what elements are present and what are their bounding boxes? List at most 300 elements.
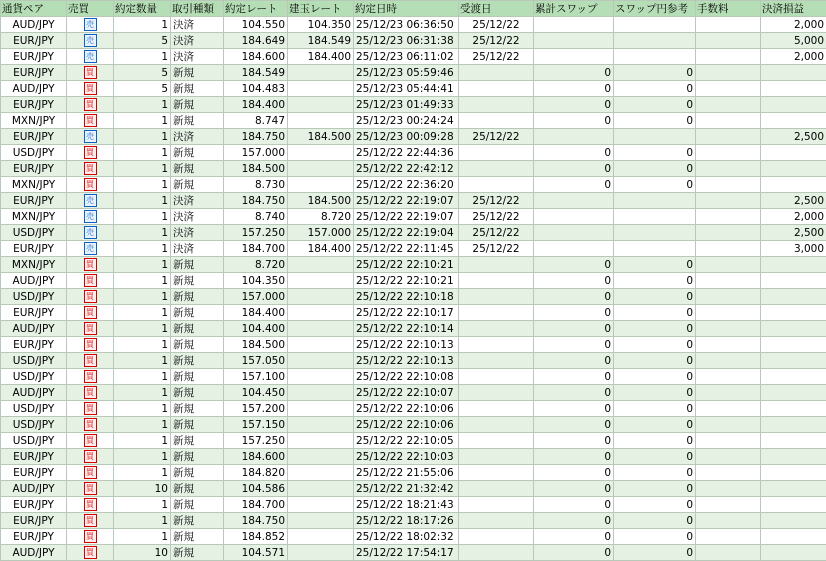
cell-exec-datetime: 25/12/23 05:44:41: [354, 81, 459, 97]
cell-currency-pair: EUR/JPY: [1, 97, 67, 113]
cell-trade-type: 新規: [171, 97, 224, 113]
cell-currency-pair: EUR/JPY: [1, 65, 67, 81]
cell-cumulative-swap: [534, 193, 614, 209]
cell-exec-datetime: 25/12/22 22:19:07: [354, 193, 459, 209]
cell-fee: [696, 257, 761, 273]
cell-trade-type: 新規: [171, 145, 224, 161]
cell-position-rate: 184.400: [288, 49, 354, 65]
table-row[interactable]: [1, 273, 826, 289]
cell-quantity: 1: [114, 209, 171, 225]
cell-exec-datetime: 25/12/22 22:36:20: [354, 177, 459, 193]
cell-settlement-date: [459, 353, 534, 369]
table-row[interactable]: [1, 481, 826, 497]
cell-position-rate: [288, 417, 354, 433]
cell-trade-type: 新規: [171, 113, 224, 129]
table-row[interactable]: [1, 321, 826, 337]
cell-fee: [696, 481, 761, 497]
cell-quantity: 1: [114, 145, 171, 161]
cell-exec-rate: 157.200: [224, 401, 288, 417]
cell-cumulative-swap: [534, 33, 614, 49]
cell-side: [67, 353, 114, 369]
buy-badge: 買: [84, 274, 97, 287]
cell-fee: [696, 81, 761, 97]
cell-trade-type: 新規: [171, 545, 224, 561]
cell-exec-datetime: 25/12/23 00:09:28: [354, 129, 459, 145]
cell-fee: [696, 161, 761, 177]
cell-currency-pair: AUD/JPY: [1, 545, 67, 561]
cell-settlement-date: [459, 481, 534, 497]
cell-trade-type: 新規: [171, 513, 224, 529]
buy-badge: 買: [84, 514, 97, 527]
cell-position-rate: [288, 545, 354, 561]
cell-settlement-date: [459, 177, 534, 193]
cell-exec-rate: 104.450: [224, 385, 288, 401]
cell-exec-datetime: 25/12/22 22:10:13: [354, 337, 459, 353]
cell-quantity: 1: [114, 305, 171, 321]
cell-position-rate: [288, 529, 354, 545]
cell-position-rate: 184.549: [288, 33, 354, 49]
cell-position-rate: 184.400: [288, 241, 354, 257]
cell-side: [67, 529, 114, 545]
cell-position-rate: [288, 97, 354, 113]
buy-badge: 買: [84, 466, 97, 479]
cell-quantity: 1: [114, 433, 171, 449]
cell-currency-pair: AUD/JPY: [1, 273, 67, 289]
cell-cumulative-swap: 0: [534, 177, 614, 193]
cell-settlement-pl: 3,000: [761, 241, 826, 257]
table-row[interactable]: [1, 81, 826, 97]
cell-cumulative-swap: [534, 49, 614, 65]
cell-fee: [696, 241, 761, 257]
table-row[interactable]: [1, 545, 826, 561]
cell-exec-datetime: 25/12/22 22:10:07: [354, 385, 459, 401]
table-row[interactable]: [1, 241, 826, 257]
cell-side: [67, 321, 114, 337]
cell-settlement-pl: 2,000: [761, 17, 826, 33]
cell-exec-rate: 157.000: [224, 145, 288, 161]
cell-quantity: 1: [114, 321, 171, 337]
cell-quantity: 1: [114, 449, 171, 465]
table-row[interactable]: [1, 449, 826, 465]
sell-badge: 売: [84, 18, 97, 31]
cell-fee: [696, 225, 761, 241]
cell-currency-pair: MXN/JPY: [1, 257, 67, 273]
cell-currency-pair: AUD/JPY: [1, 81, 67, 97]
cell-fee: [696, 65, 761, 81]
cell-exec-datetime: 25/12/22 22:10:05: [354, 433, 459, 449]
cell-exec-rate: 184.500: [224, 161, 288, 177]
cell-side: [67, 513, 114, 529]
cell-exec-datetime: 25/12/22 22:19:04: [354, 225, 459, 241]
table-row[interactable]: [1, 145, 826, 161]
cell-position-rate: 184.500: [288, 129, 354, 145]
cell-quantity: 1: [114, 257, 171, 273]
header-position-rate[interactable]: 建玉レート: [288, 1, 354, 17]
cell-side: [67, 97, 114, 113]
cell-swap-yen-ref: [614, 209, 696, 225]
table-row[interactable]: [1, 529, 826, 545]
buy-badge: 買: [84, 418, 97, 431]
cell-side: [67, 129, 114, 145]
cell-settlement-date: 25/12/22: [459, 17, 534, 33]
header-cumulative-swap[interactable]: 累計スワップ: [534, 1, 614, 17]
table-row[interactable]: [1, 465, 826, 481]
cell-swap-yen-ref: 0: [614, 465, 696, 481]
table-row[interactable]: [1, 161, 826, 177]
cell-trade-type: 新規: [171, 177, 224, 193]
cell-cumulative-swap: 0: [534, 337, 614, 353]
cell-swap-yen-ref: [614, 193, 696, 209]
cell-swap-yen-ref: 0: [614, 145, 696, 161]
table-row[interactable]: [1, 369, 826, 385]
table-row[interactable]: [1, 193, 826, 209]
cell-fee: [696, 449, 761, 465]
table-row[interactable]: [1, 17, 826, 33]
buy-badge: 買: [84, 146, 97, 159]
cell-side: [67, 33, 114, 49]
header-currency-pair[interactable]: 通貨ペア: [1, 1, 67, 17]
cell-settlement-date: 25/12/22: [459, 193, 534, 209]
cell-quantity: 5: [114, 81, 171, 97]
header-settlement-pl[interactable]: 決済損益: [761, 1, 826, 17]
cell-position-rate: [288, 385, 354, 401]
cell-side: [67, 145, 114, 161]
cell-exec-datetime: 25/12/23 01:49:33: [354, 97, 459, 113]
cell-trade-type: 決済: [171, 241, 224, 257]
cell-side: [67, 65, 114, 81]
cell-side: [67, 305, 114, 321]
cell-currency-pair: MXN/JPY: [1, 209, 67, 225]
cell-side: [67, 17, 114, 33]
cell-quantity: 1: [114, 241, 171, 257]
cell-cumulative-swap: 0: [534, 321, 614, 337]
cell-exec-rate: 184.750: [224, 193, 288, 209]
cell-exec-datetime: 25/12/22 22:10:06: [354, 417, 459, 433]
sell-badge: 売: [84, 242, 97, 255]
cell-swap-yen-ref: 0: [614, 513, 696, 529]
cell-fee: [696, 17, 761, 33]
cell-side: [67, 401, 114, 417]
cell-side: [67, 497, 114, 513]
table-row[interactable]: [1, 65, 826, 81]
cell-exec-rate: 104.400: [224, 321, 288, 337]
cell-swap-yen-ref: 0: [614, 273, 696, 289]
cell-settlement-pl: [761, 481, 826, 497]
table-row[interactable]: [1, 129, 826, 145]
header-exec-rate[interactable]: 約定レート: [224, 1, 288, 17]
table-row[interactable]: [1, 33, 826, 49]
table-row[interactable]: [1, 257, 826, 273]
cell-exec-rate: 157.000: [224, 289, 288, 305]
cell-swap-yen-ref: [614, 33, 696, 49]
cell-side: [67, 161, 114, 177]
cell-exec-rate: 104.586: [224, 481, 288, 497]
cell-currency-pair: USD/JPY: [1, 145, 67, 161]
cell-quantity: 1: [114, 385, 171, 401]
cell-swap-yen-ref: 0: [614, 497, 696, 513]
cell-exec-datetime: 25/12/22 18:02:32: [354, 529, 459, 545]
table-row[interactable]: [1, 401, 826, 417]
table-row[interactable]: [1, 97, 826, 113]
cell-position-rate: [288, 513, 354, 529]
cell-settlement-date: [459, 433, 534, 449]
cell-settlement-pl: [761, 545, 826, 561]
cell-quantity: 1: [114, 161, 171, 177]
table-row[interactable]: [1, 305, 826, 321]
cell-exec-rate: 157.250: [224, 225, 288, 241]
buy-badge: 買: [84, 162, 97, 175]
cell-quantity: 1: [114, 337, 171, 353]
cell-currency-pair: MXN/JPY: [1, 113, 67, 129]
cell-side: [67, 465, 114, 481]
cell-currency-pair: USD/JPY: [1, 401, 67, 417]
cell-currency-pair: EUR/JPY: [1, 305, 67, 321]
cell-currency-pair: AUD/JPY: [1, 17, 67, 33]
sell-badge: 売: [84, 130, 97, 143]
cell-side: [67, 289, 114, 305]
cell-cumulative-swap: [534, 225, 614, 241]
cell-settlement-pl: [761, 401, 826, 417]
cell-settlement-date: 25/12/22: [459, 129, 534, 145]
cell-currency-pair: AUD/JPY: [1, 321, 67, 337]
cell-fee: [696, 417, 761, 433]
cell-trade-type: 新規: [171, 497, 224, 513]
cell-cumulative-swap: 0: [534, 465, 614, 481]
header-swap-yen-ref[interactable]: スワップ円参考: [614, 1, 696, 17]
header-row: [1, 1, 826, 17]
table-row[interactable]: [1, 209, 826, 225]
cell-quantity: 1: [114, 97, 171, 113]
cell-position-rate: [288, 257, 354, 273]
table-row[interactable]: [1, 337, 826, 353]
cell-cumulative-swap: 0: [534, 449, 614, 465]
buy-badge: 買: [84, 386, 97, 399]
cell-position-rate: [288, 161, 354, 177]
cell-side: [67, 449, 114, 465]
cell-fee: [696, 193, 761, 209]
table-row[interactable]: [1, 433, 826, 449]
cell-swap-yen-ref: 0: [614, 113, 696, 129]
cell-quantity: 1: [114, 177, 171, 193]
cell-trade-type: 決済: [171, 129, 224, 145]
cell-settlement-date: [459, 513, 534, 529]
buy-badge: 買: [84, 322, 97, 335]
cell-swap-yen-ref: 0: [614, 401, 696, 417]
cell-trade-type: 新規: [171, 305, 224, 321]
cell-exec-datetime: 25/12/22 22:11:45: [354, 241, 459, 257]
cell-quantity: 1: [114, 289, 171, 305]
cell-fee: [696, 369, 761, 385]
cell-exec-datetime: 25/12/22 22:10:06: [354, 401, 459, 417]
cell-settlement-date: [459, 113, 534, 129]
cell-exec-rate: 157.100: [224, 369, 288, 385]
cell-side: [67, 337, 114, 353]
buy-badge: 買: [84, 482, 97, 495]
cell-exec-rate: 157.150: [224, 417, 288, 433]
cell-settlement-pl: 2,500: [761, 193, 826, 209]
cell-settlement-pl: [761, 65, 826, 81]
cell-fee: [696, 545, 761, 561]
cell-settlement-date: [459, 401, 534, 417]
cell-fee: [696, 513, 761, 529]
table-row[interactable]: [1, 225, 826, 241]
cell-fee: [696, 529, 761, 545]
table-row[interactable]: [1, 49, 826, 65]
cell-exec-datetime: 25/12/22 22:10:21: [354, 257, 459, 273]
table-row[interactable]: [1, 113, 826, 129]
cell-swap-yen-ref: 0: [614, 433, 696, 449]
cell-fee: [696, 321, 761, 337]
cell-currency-pair: AUD/JPY: [1, 385, 67, 401]
cell-exec-datetime: 25/12/23 00:24:24: [354, 113, 459, 129]
buy-badge: 買: [84, 258, 97, 271]
cell-quantity: 1: [114, 369, 171, 385]
cell-exec-datetime: 25/12/23 06:36:50: [354, 17, 459, 33]
cell-settlement-pl: [761, 369, 826, 385]
table-row[interactable]: [1, 385, 826, 401]
cell-quantity: 1: [114, 497, 171, 513]
cell-currency-pair: EUR/JPY: [1, 49, 67, 65]
table-row[interactable]: [1, 177, 826, 193]
header-side[interactable]: 売買: [67, 1, 114, 17]
cell-swap-yen-ref: 0: [614, 529, 696, 545]
cell-exec-rate: 8.720: [224, 257, 288, 273]
buy-badge: 買: [84, 530, 97, 543]
cell-settlement-date: [459, 385, 534, 401]
cell-side: [67, 49, 114, 65]
buy-badge: 買: [84, 66, 97, 79]
cell-cumulative-swap: [534, 209, 614, 225]
cell-swap-yen-ref: 0: [614, 65, 696, 81]
cell-trade-type: 新規: [171, 161, 224, 177]
cell-settlement-date: 25/12/22: [459, 33, 534, 49]
cell-swap-yen-ref: 0: [614, 257, 696, 273]
table-row[interactable]: [1, 497, 826, 513]
buy-badge: 買: [84, 338, 97, 351]
cell-cumulative-swap: [534, 129, 614, 145]
cell-swap-yen-ref: [614, 225, 696, 241]
cell-fee: [696, 49, 761, 65]
cell-trade-type: 新規: [171, 65, 224, 81]
cell-cumulative-swap: 0: [534, 369, 614, 385]
cell-trade-type: 新規: [171, 465, 224, 481]
cell-swap-yen-ref: 0: [614, 81, 696, 97]
cell-position-rate: [288, 113, 354, 129]
cell-trade-type: 新規: [171, 401, 224, 417]
cell-position-rate: [288, 449, 354, 465]
cell-settlement-date: [459, 97, 534, 113]
cell-trade-type: 新規: [171, 369, 224, 385]
cell-exec-rate: 104.550: [224, 17, 288, 33]
cell-exec-rate: 184.400: [224, 305, 288, 321]
cell-cumulative-swap: 0: [534, 433, 614, 449]
cell-settlement-pl: [761, 337, 826, 353]
cell-trade-type: 新規: [171, 273, 224, 289]
cell-trade-type: 新規: [171, 257, 224, 273]
cell-trade-type: 新規: [171, 321, 224, 337]
cell-position-rate: [288, 433, 354, 449]
cell-fee: [696, 289, 761, 305]
cell-settlement-date: [459, 417, 534, 433]
cell-settlement-date: 25/12/22: [459, 209, 534, 225]
cell-exec-datetime: 25/12/22 21:32:42: [354, 481, 459, 497]
cell-cumulative-swap: 0: [534, 529, 614, 545]
cell-exec-datetime: 25/12/22 21:55:06: [354, 465, 459, 481]
cell-exec-rate: 8.747: [224, 113, 288, 129]
header-trade-type[interactable]: 取引種類: [171, 1, 224, 17]
cell-settlement-date: 25/12/22: [459, 241, 534, 257]
cell-settlement-pl: [761, 113, 826, 129]
cell-currency-pair: USD/JPY: [1, 353, 67, 369]
cell-exec-datetime: 25/12/22 18:17:26: [354, 513, 459, 529]
cell-fee: [696, 209, 761, 225]
cell-settlement-pl: [761, 289, 826, 305]
cell-quantity: 1: [114, 353, 171, 369]
cell-quantity: 1: [114, 193, 171, 209]
cell-position-rate: 184.500: [288, 193, 354, 209]
buy-badge: 買: [84, 290, 97, 303]
cell-trade-type: 新規: [171, 417, 224, 433]
cell-settlement-date: [459, 545, 534, 561]
cell-swap-yen-ref: [614, 241, 696, 257]
cell-settlement-pl: [761, 497, 826, 513]
cell-exec-rate: 184.750: [224, 129, 288, 145]
table-row[interactable]: [1, 417, 826, 433]
header-exec-datetime[interactable]: 約定日時: [354, 1, 459, 17]
cell-settlement-date: [459, 161, 534, 177]
cell-settlement-pl: [761, 97, 826, 113]
header-quantity[interactable]: 約定数量: [114, 1, 171, 17]
cell-settlement-pl: [761, 145, 826, 161]
table-row[interactable]: [1, 513, 826, 529]
cell-currency-pair: EUR/JPY: [1, 513, 67, 529]
sell-badge: 売: [84, 210, 97, 223]
cell-settlement-pl: [761, 449, 826, 465]
cell-trade-type: 決済: [171, 225, 224, 241]
cell-side: [67, 385, 114, 401]
cell-exec-datetime: 25/12/22 22:44:36: [354, 145, 459, 161]
cell-fee: [696, 433, 761, 449]
cell-side: [67, 177, 114, 193]
cell-exec-datetime: 25/12/22 17:54:17: [354, 545, 459, 561]
cell-currency-pair: EUR/JPY: [1, 33, 67, 49]
cell-quantity: 1: [114, 513, 171, 529]
cell-quantity: 5: [114, 65, 171, 81]
buy-badge: 買: [84, 402, 97, 415]
sell-badge: 売: [84, 34, 97, 47]
table-row[interactable]: [1, 353, 826, 369]
cell-swap-yen-ref: 0: [614, 417, 696, 433]
cell-exec-rate: 157.250: [224, 433, 288, 449]
cell-fee: [696, 465, 761, 481]
cell-settlement-date: [459, 465, 534, 481]
cell-quantity: 10: [114, 481, 171, 497]
table-row[interactable]: [1, 289, 826, 305]
buy-badge: 買: [84, 370, 97, 383]
cell-side: [67, 545, 114, 561]
cell-swap-yen-ref: 0: [614, 369, 696, 385]
header-settlement-date[interactable]: 受渡日: [459, 1, 534, 17]
cell-exec-rate: 184.600: [224, 49, 288, 65]
cell-exec-datetime: 25/12/23 06:31:38: [354, 33, 459, 49]
cell-position-rate: [288, 481, 354, 497]
cell-cumulative-swap: 0: [534, 161, 614, 177]
header-fee[interactable]: 手数料: [696, 1, 761, 17]
cell-quantity: 1: [114, 225, 171, 241]
cell-settlement-date: [459, 289, 534, 305]
cell-trade-type: 新規: [171, 529, 224, 545]
cell-exec-datetime: 25/12/22 22:10:08: [354, 369, 459, 385]
